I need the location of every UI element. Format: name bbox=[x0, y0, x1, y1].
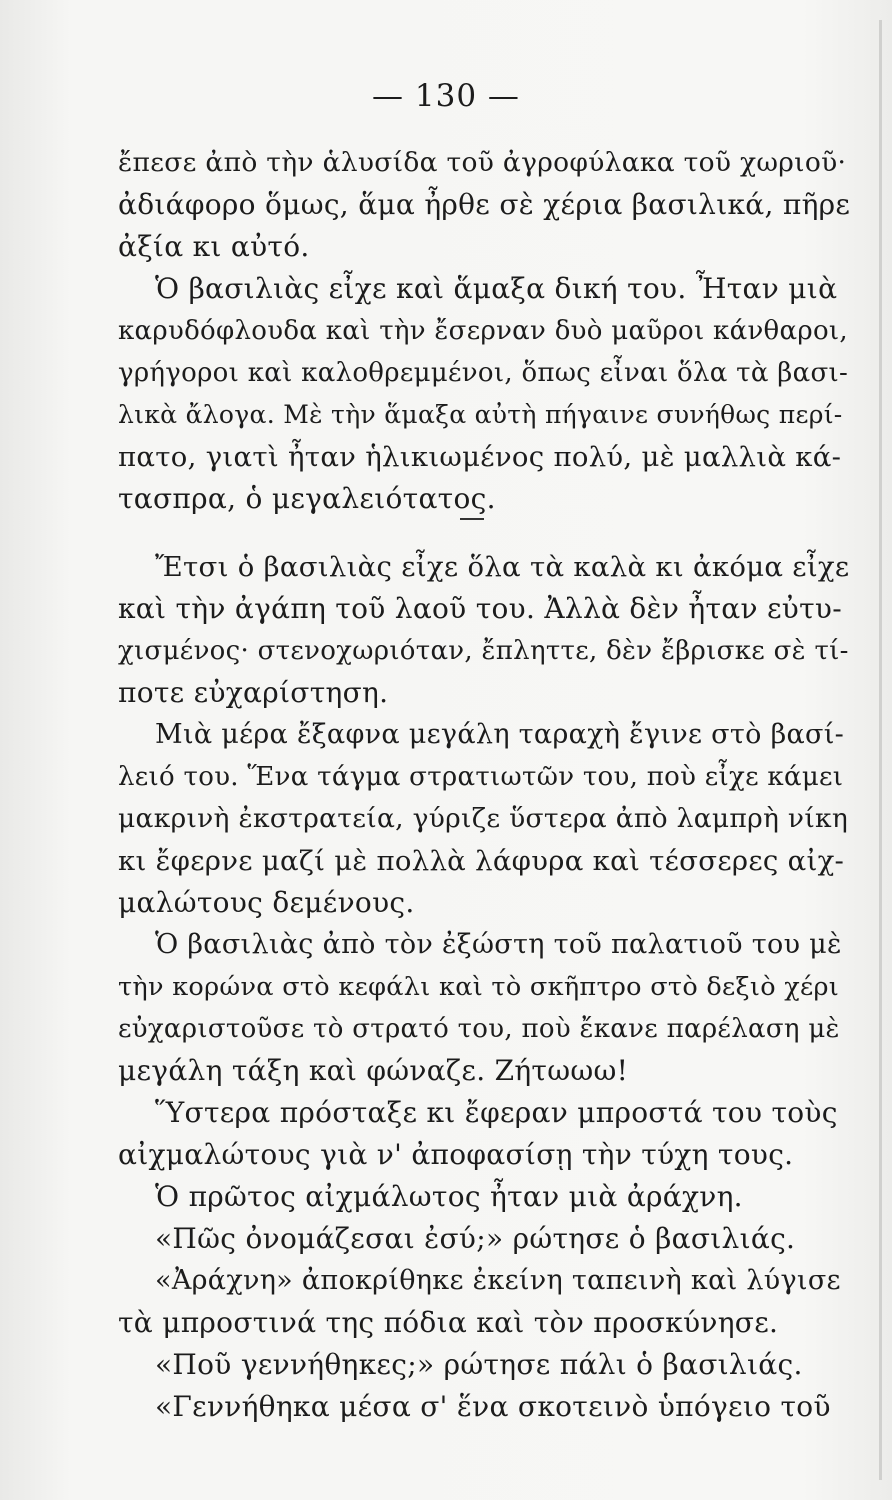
text-line: αἰχμαλώτους γιὰ ν' ἀποφασίσῃ τὴν τύχη τους. bbox=[118, 1138, 794, 1171]
text-line: πατο, γιατὶ ἦταν ἡλικιωμένος πολύ, μὲ μαλλιὰ κά- bbox=[118, 441, 842, 473]
text-line: τὴν κορώνα στὸ κεφάλι καὶ τὸ σκῆπτρο στὸ δεξιὸ χέρι bbox=[118, 972, 840, 1002]
paragraph-start-line: Ὕστερα πρόσταξε κι ἔφεραν μπροστά του τοὺς bbox=[155, 1096, 838, 1129]
section-separator bbox=[460, 518, 484, 520]
text-line: ποτε εὐχαρίστηση. bbox=[118, 676, 389, 709]
text-line: καρυδόφλουδα καὶ τὴν ἔσερναν δυὸ μαῦροι κάνθαροι, bbox=[118, 316, 848, 346]
paragraph-start-line: Ὁ πρῶτος αἰχμάλωτος ἦταν μιὰ ἀράχνη. bbox=[155, 1180, 743, 1213]
text-line: μαλώτους δεμένους. bbox=[118, 886, 415, 919]
text-line: λικὰ ἄλογα. Μὲ τὴν ἅμαξα αὐτὴ πήγαινε συνήθως περί- bbox=[118, 400, 843, 429]
paragraph-start-line: «Πῶς ὀνομάζεσαι ἐσύ;» ρώτησε ὁ βασιλιάς. bbox=[155, 1222, 796, 1255]
page-number: — 130 — bbox=[372, 78, 520, 114]
paragraph-start-line: Ἔτσι ὁ βασιλιὰς εἶχε ὅλα τὰ καλὰ κι ἀκόμα εἶχε bbox=[155, 551, 850, 583]
text-line: ἀδιάφορο ὅμως, ἅμα ἦρθε σὲ χέρια βασιλικά, πῆρε bbox=[118, 188, 851, 221]
text-line: μεγάλη τάξη καὶ φώναζε. Ζήτωωω! bbox=[118, 1054, 629, 1087]
text-line: ἀξία κι αὐτό. bbox=[118, 230, 310, 263]
paragraph-start-line: Ὁ βασιλιὰς ἀπὸ τὸν ἐξώστη τοῦ παλατιοῦ του μὲ bbox=[155, 929, 842, 960]
paragraph-start-line: «Ποῦ γεννήθηκες;» ρώτησε πάλι ὁ βασιλιάς. bbox=[155, 1348, 803, 1381]
text-line: καὶ τὴν ἀγάπη τοῦ λαοῦ του. Ἀλλὰ δὲν ἦταν εὐτυ- bbox=[118, 592, 842, 625]
text-line: χισμένος· στενοχωριόταν, ἔπληττε, δὲν ἔβρισκε σὲ τί- bbox=[118, 636, 849, 666]
text-line: γρήγοροι καὶ καλοθρεμμένοι, ὅπως εἶναι ὅλα τὰ βασι- bbox=[118, 358, 849, 388]
text-line: κι ἔφερνε μαζί μὲ πολλὰ λάφυρα καὶ τέσσερες αἰχ- bbox=[118, 845, 845, 877]
text-line: τὰ μπροστινά της πόδια καὶ τὸν προσκύνησε. bbox=[118, 1306, 779, 1339]
text-line: μακρινὴ ἐκστρατεία, γύριζε ὕστερα ἀπὸ λαμπρὴ νίκη bbox=[118, 803, 849, 834]
text-line: εὐχαριστοῦσε τὸ στρατό του, ποὺ ἔκανε παρέλαση μὲ bbox=[118, 1014, 840, 1044]
page-edge bbox=[879, 20, 882, 1480]
text-line: τασπρα, ὁ μεγαλειότατος. bbox=[118, 482, 496, 515]
text-line: λειό του. Ἕνα τάγμα στρατιωτῶν του, ποὺ εἶχε κάμει bbox=[118, 762, 844, 792]
paragraph-start-line: Μιὰ μέρα ἔξαφνα μεγάλη ταραχὴ ἔγινε στὸ βασί- bbox=[155, 719, 845, 750]
paragraph-start-line: Ὁ βασιλιὰς εἶχε καὶ ἅμαξα δική του. Ἦταν μιὰ bbox=[155, 272, 838, 305]
paragraph-start-line: «Ἀράχνη» ἀποκρίθηκε ἐκείνη ταπεινὴ καὶ λύγισε bbox=[155, 1265, 841, 1296]
text-line: ἔπεσε ἀπὸ τὴν ἁλυσίδα τοῦ ἀγροφύλακα τοῦ χωριοῦ· bbox=[118, 147, 847, 178]
paragraph-start-line: «Γεννήθηκα μέσα σ' ἕνα σκοτεινὸ ὑπόγειο τοῦ bbox=[155, 1390, 831, 1423]
